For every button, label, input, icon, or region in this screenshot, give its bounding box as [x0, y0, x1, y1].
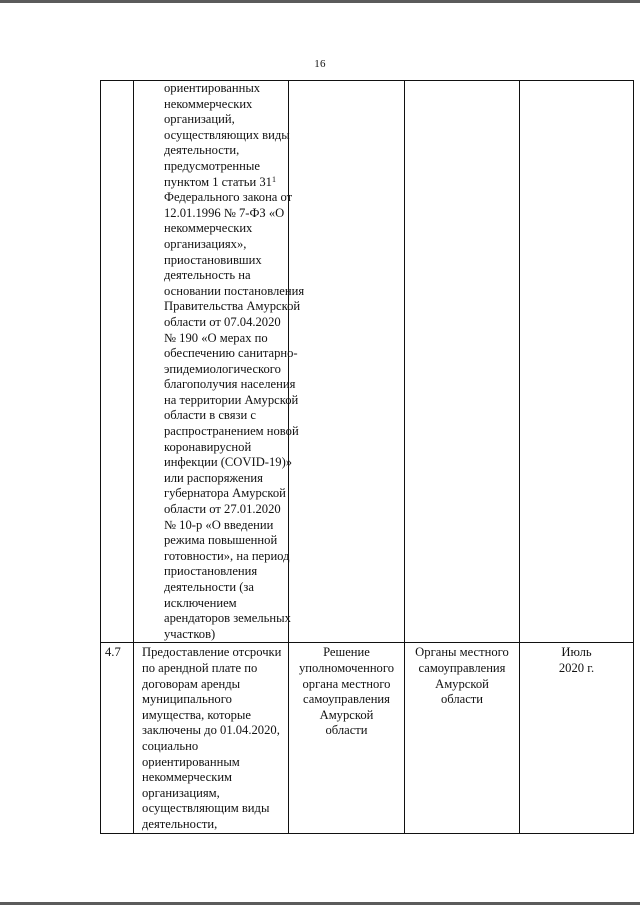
text-line: приостановивших: [164, 252, 262, 267]
text-line: участков): [164, 626, 216, 641]
page-number: 16: [314, 58, 326, 70]
measures-table: [100, 80, 634, 834]
text-line: уполномоченного: [298, 660, 395, 675]
text-line: основании постановления: [164, 283, 305, 298]
text-line: по арендной плате по: [142, 660, 258, 675]
text-line: обеспечению санитарно-: [164, 346, 298, 361]
cell-number: 4.7: [101, 643, 134, 833]
cell-description: [134, 643, 289, 833]
text-line: области от 07.04.2020: [164, 314, 281, 329]
text-line: некоммерческих: [164, 221, 253, 236]
text-line: на территории Амурской: [164, 392, 299, 407]
cell-responsible: [405, 81, 520, 643]
text-line: муниципального: [142, 692, 232, 707]
text-line: деятельности (за: [164, 580, 255, 594]
text-line: благополучия населения: [164, 377, 296, 392]
text-line: некоммерческим: [142, 770, 233, 785]
text-line: ориентированным: [142, 754, 240, 769]
text-line: организациях»,: [164, 236, 247, 251]
text-line: органа местного: [302, 676, 391, 691]
text-line: коронавирусной: [164, 439, 252, 454]
scan-top-edge: [0, 0, 640, 3]
text-line: распространением новой: [164, 424, 299, 439]
text-line: социально: [142, 738, 199, 753]
text-line-with-superscript: [164, 175, 288, 191]
text-line: самоуправления: [303, 692, 390, 707]
text-line: эпидемиологического: [164, 361, 281, 376]
text-line: организациям,: [142, 785, 220, 800]
text-line: Амурской: [319, 707, 374, 722]
text-line: области от 27.01.2020: [164, 502, 281, 517]
text-line: ориентированных: [164, 81, 261, 95]
text-line: исключением: [164, 595, 237, 610]
cell-description: [134, 81, 305, 643]
text-line: предусмотренные: [164, 158, 260, 173]
text-line: самоуправления: [418, 660, 506, 675]
text-line: области: [440, 692, 484, 707]
cell-term: [520, 643, 634, 833]
text-line: договорам аренды: [142, 676, 241, 691]
text-line: Правительства Амурской: [164, 299, 301, 314]
text-line: деятельности,: [142, 816, 218, 831]
text-line: организаций,: [164, 112, 235, 127]
text-line: имущества, которые: [142, 707, 251, 722]
text-line: Предоставление отсрочки: [142, 645, 282, 660]
text-fragment: пунктом 1 статьи 31: [164, 174, 272, 189]
text-line: Органы местного: [415, 645, 509, 660]
text-line: № 190 «О мерах по: [164, 330, 268, 345]
text-line: или распоряжения: [164, 470, 263, 485]
cell-term: [520, 81, 634, 643]
text-line: Июль: [561, 645, 592, 660]
text-line: 2020 г.: [558, 660, 595, 675]
cell-document: [289, 81, 405, 643]
text-line: арендаторов земельных: [164, 611, 291, 626]
text-line: деятельность на: [164, 268, 251, 283]
text-line: области в связи с: [164, 408, 256, 423]
text-line: Решение: [323, 645, 370, 660]
text-line: области: [325, 723, 368, 738]
text-line: губернатора Амурской: [164, 486, 286, 501]
text-line: режима повышенной: [164, 533, 278, 548]
text-line: инфекции (COVID-19)»: [164, 455, 293, 470]
text-line: заключены до 01.04.2020,: [142, 723, 280, 738]
cell-number: [101, 81, 134, 643]
table-row-item-4-7: [101, 643, 634, 833]
text-line: некоммерческих: [164, 96, 253, 111]
text-line: осуществляющих виды: [164, 127, 290, 142]
text-line: Федерального закона от: [164, 190, 293, 205]
table-row-continued: [101, 81, 634, 643]
cell-document: [289, 643, 405, 833]
text-line: Амурской: [435, 676, 489, 691]
superscript: 1: [271, 174, 276, 184]
text-line: готовности», на период: [164, 548, 290, 563]
text-line: № 10-р «О введении: [164, 517, 274, 532]
text-line: 12.01.1996 № 7-ФЗ «О: [164, 205, 285, 220]
text-line: осуществляющим виды: [142, 801, 270, 816]
text-line: приостановления: [164, 564, 258, 579]
cell-responsible: [405, 643, 520, 833]
text-line: деятельности,: [164, 143, 240, 158]
